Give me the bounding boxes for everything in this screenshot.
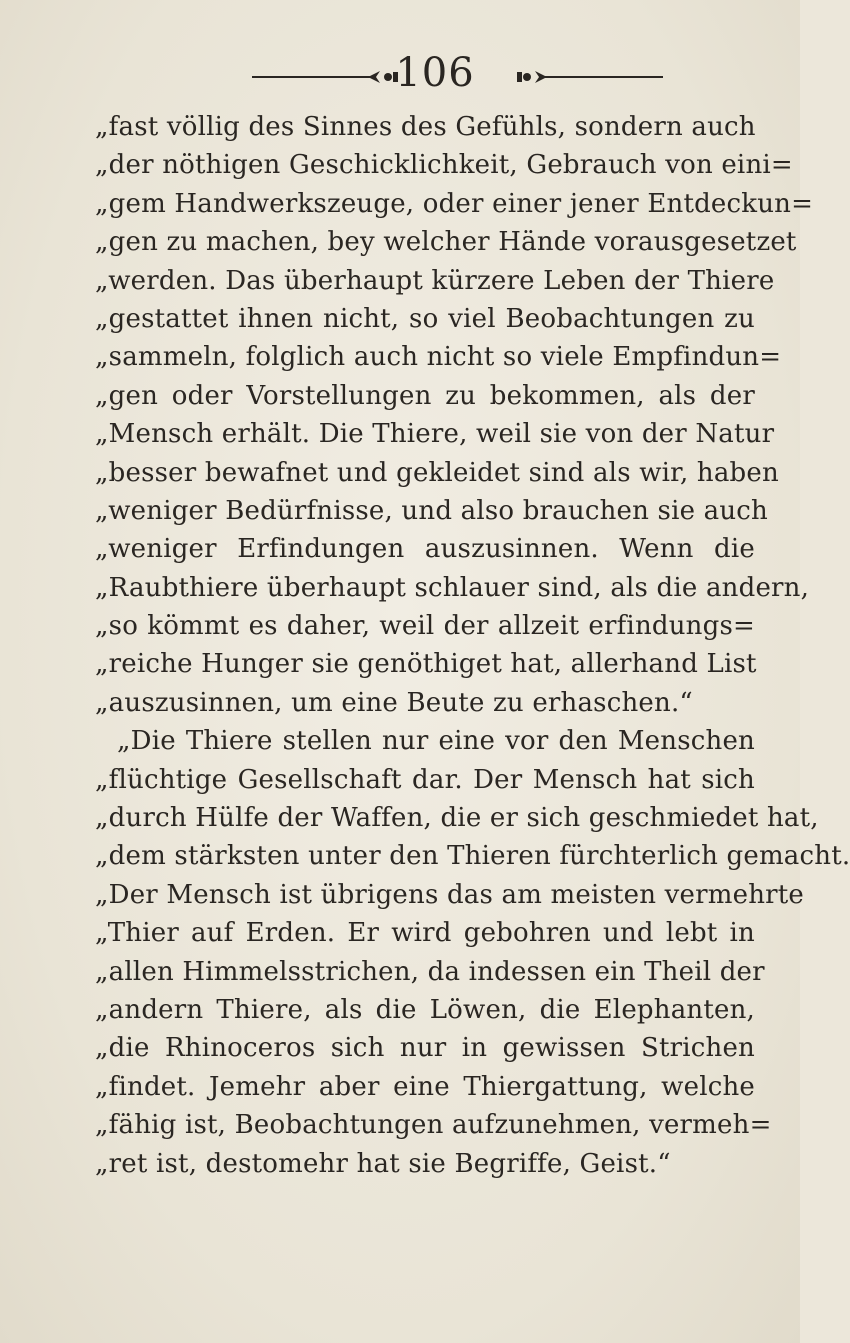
text-line: „besser bewafnet und gekleidet sind als wir, haben <box>95 457 779 488</box>
text-line: „die Rhinoceros sich nur in gewissen Strichen <box>95 1033 755 1064</box>
text-line: „weniger Erfindungen auszusinnen. Wenn die <box>95 534 755 565</box>
text-line: „ret ist, destomehr hat sie Begriffe, Geist.“ <box>95 1148 671 1179</box>
text-line: „gestattet ihnen nicht, so viel Beobachtungen zu <box>95 303 755 334</box>
page-number: 106 <box>395 50 475 96</box>
text-line: „der nöthigen Geschicklichkeit, Gebrauch von eini= <box>95 150 793 181</box>
body-text <box>95 108 850 1183</box>
text-line: „fähig ist, Beobachtungen aufzunehmen, vermeh= <box>95 1110 772 1141</box>
text-line: „Raubthiere überhaupt schlauer sind, als die andern, <box>95 572 810 603</box>
text-line: „gen oder Vorstellungen zu bekommen, als der <box>95 380 755 411</box>
text-line: „Die Thiere stellen nur eine vor den Menschen <box>117 726 755 757</box>
text-line: „reiche Hunger sie genöthiget hat, allerhand List <box>95 649 757 680</box>
text-line: „durch Hülfe der Waffen, die er sich geschmiedet hat, <box>95 803 819 834</box>
text-line: „fast völlig des Sinnes des Gefühls, sondern auch <box>95 112 756 142</box>
text-line: „sammeln, folglich auch nicht so viele Empfindun= <box>95 342 782 373</box>
text-line: „Der Mensch ist übrigens das am meisten vermehrte <box>95 879 805 910</box>
text-line: „so kömmt es daher, weil der allzeit erfindungs= <box>95 611 755 642</box>
text-line: „auszusinnen, um eine Beute zu erhaschen.“ <box>95 687 693 718</box>
text-line: „allen Himmelsstrichen, da indessen ein Theil der <box>95 956 765 987</box>
text-line: „weniger Bedürfnisse, und also brauchen sie auch <box>95 495 768 526</box>
text-line: „findet. Jemehr aber eine Thiergattung, welche <box>95 1071 755 1102</box>
text-line: „Mensch erhält. Die Thiere, weil sie von der Natur <box>95 419 775 450</box>
text-line: „gen zu machen, bey welcher Hände vorausgesetzet <box>95 227 797 258</box>
text-line: „gem Handwerkszeuge, oder einer jener Entdeckun= <box>95 188 814 219</box>
text-line: „flüchtige Gesellschaft dar. Der Mensch hat sich <box>95 764 755 795</box>
right-ornament-icon <box>515 70 665 84</box>
page-header <box>0 48 800 98</box>
left-ornament-icon <box>250 70 400 84</box>
text-line: „werden. Das überhaupt kürzere Leben der Thiere <box>95 265 775 296</box>
text-line: „andern Thiere, als die Löwen, die Elephanten, <box>95 994 755 1025</box>
text-line: „dem stärksten unter den Thieren fürchterlich gemacht. <box>95 841 850 872</box>
text-line: „Thier auf Erden. Er wird gebohren und lebt in <box>95 918 755 949</box>
